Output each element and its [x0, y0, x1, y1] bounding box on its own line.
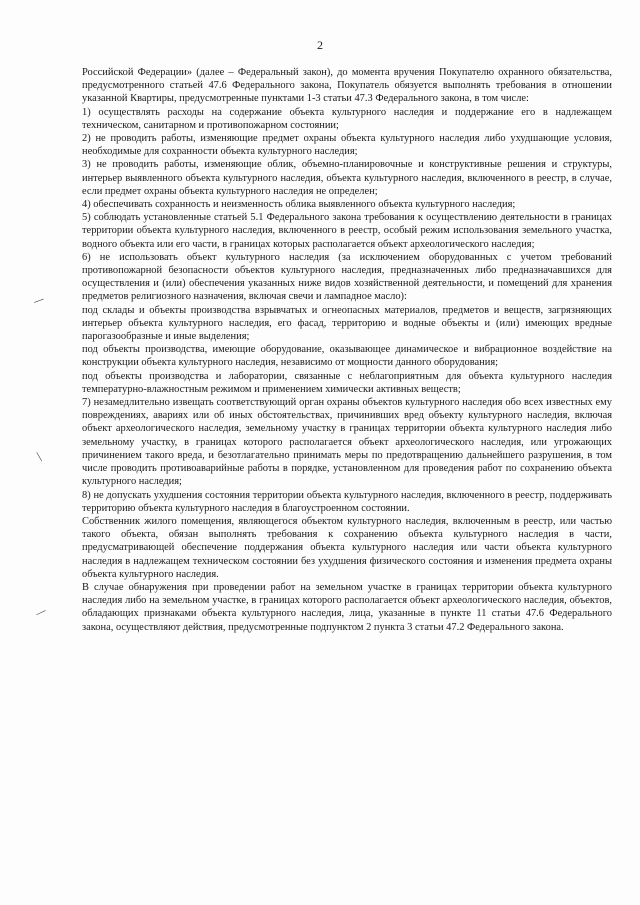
- paragraph-owner-obligations: Собственник жилого помещения, являющегося объектом культурного наследия, включенным в реестр, или частью такого объекта, обязан выполнять требования к сохранению объекта культурного наследия в части, предусматривающей обеспечение поддержания объекта культурного наследия или части объекта культурного наследия в надлежащем техническом состоянии без ухудшения физического состояния и изменения предмета охраны объекта культурного наследия.: [82, 515, 612, 580]
- paragraph-intro: Российской Федерации» (далее – Федеральный закон), до момента вручения Покупателю охранного обязательства, предусмотренного статьей 47.6 Федерального закона, Покупатель обязуется выполнять требования в отношении указанной Квартиры, предусмотренные пунктами 1-3 статьи 47.3 Федерального закона, в том числе:: [82, 67, 612, 105]
- page-number: 2: [317, 38, 323, 52]
- paragraph-item-6-sub-1: под склады и объекты производства взрывчатых и огнеопасных материалов, предметов и веществ, загрязняющих интерьер объекта культурного наследия, его фасад, территорию и водные объекты и (или) имеющих вредные парогазообразные и иные выделения;: [82, 304, 612, 343]
- paragraph-item-2: 2) не проводить работы, изменяющие предмет охраны объекта культурного наследия либо ухудшающие условия, необходимые для сохранности объекта культурного наследия;: [82, 133, 612, 158]
- paragraph-discovery-clause: В случае обнаружения при проведении работ на земельном участке в границах территории объекта культурного наследия либо на земельном участке, в границах которого располагается объект археологического наследия, объектов, обладающих признаками объекта культурного наследия, лица, указанные в пункте 11 статьи 47.6 Федерального закона, осуществляют действия, предусмотренные подпунктом 2 пункта 3 статьи 47.2 Федерального закона.: [82, 581, 612, 633]
- paragraph-item-4: 4) обеспечивать сохранность и неизменность облика выявленного объекта культурного наследия;: [82, 199, 516, 211]
- document-body: [82, 66, 612, 634]
- paragraph-item-6: 6) не использовать объект культурного наследия (за исключением оборудованных с учетом требований противопожарной безопасности объектов культурного наследия, предназначенных либо предназначавшихся для осуществления и (или) обеспечения указанных ниже видов хозяйственной деятельности, и помещений для хранения предметов религиозного назначения, включая свечи и лампадное масло):: [82, 251, 612, 303]
- margin-mark-icon: —: [32, 293, 46, 308]
- paragraph-item-6-sub-3: под объекты производства и лаборатории, связанные с неблагоприятным для объекта культурного наследия температурно-влажностным режимом и применением химически активных веществ;: [82, 370, 612, 395]
- paragraph-item-7: 7) незамедлительно извещать соответствующий орган охраны объектов культурного наследия обо всех известных ему повреждениях, авариях или об иных обстоятельствах, причинивших вред объекту культурного наследия, включая объект археологического наследия, земельному участку в границах территории объекта культурного наследия либо земельному участку, в границах которого располагается объект археологического наследия, или угрожающих причинением такого вреда, и безотлагательно принимать меры по предотвращению дальнейшего разрушения, в том числе проводить противоаварийные работы в порядке, установленном для проведения работ по сохранению объекта культурного наследия;: [82, 397, 612, 488]
- margin-mark-icon: —: [32, 449, 47, 464]
- paragraph-item-5: 5) соблюдать установленные статьей 5.1 Федерального закона требования к осуществлению деятельности в границах территории объекта культурного наследия, включенного в реестр, особый режим использования земельного участка, водного объекта или его части, в границах которых располагается объект археологического наследия;: [82, 212, 612, 250]
- paragraph-item-1: 1) осуществлять расходы на содержание объекта культурного наследия и поддержание его в надлежащем техническом, санитарном и противопожарном состоянии;: [82, 106, 612, 131]
- margin-mark-icon: —: [33, 605, 48, 620]
- paragraph-item-8: 8) не допускать ухудшения состояния территории объекта культурного наследия, включенного в реестр, поддерживать территорию объекта культурного наследия в благоустроенном состоянии.: [82, 489, 612, 514]
- paragraph-item-6-sub-2: под объекты производства, имеющие оборудование, оказывающее динамическое и вибрационное воздействие на конструкции объекта культурного наследия, независимо от мощности данного оборудования;: [82, 344, 612, 369]
- paragraph-item-3: 3) не проводить работы, изменяющие облик, объемно-планировочные и конструктивные решения и структуры, интерьер выявленного объекта культурного наследия, объекта культурного наследия, включенного в реестр, в случае, если предмет охраны объекта культурного наследия не определен;: [82, 159, 612, 197]
